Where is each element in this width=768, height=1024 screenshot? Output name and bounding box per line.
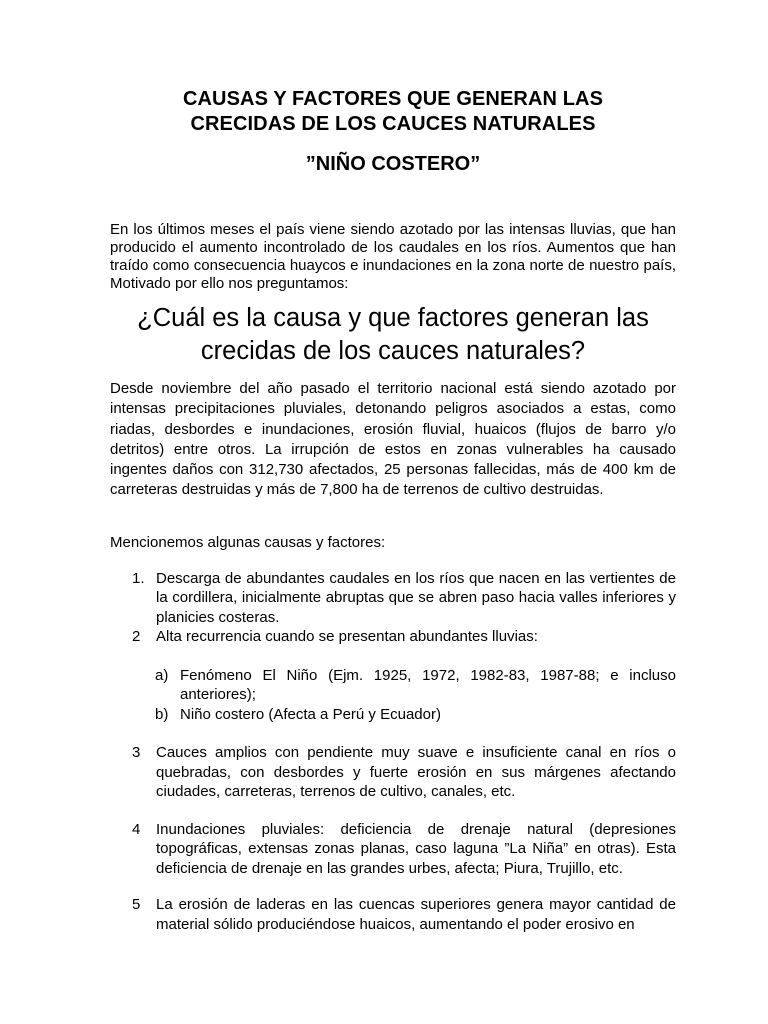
sub-list-item-letter: b) bbox=[155, 705, 169, 723]
list-item-text: Alta recurrencia cuando se presentan abundantes lluvias: bbox=[156, 628, 538, 646]
document-title-line-1: CAUSAS Y FACTORES QUE GENERAN LAS bbox=[182, 88, 604, 110]
list-item-number: 3 bbox=[132, 744, 141, 762]
list-item-text: La erosión de laderas en las cuencas superiores genera mayor cantidad de material sólido produciéndose huaicos, aumentando el poder erosivo en bbox=[156, 896, 676, 933]
list-item bbox=[110, 569, 676, 628]
list-item bbox=[110, 627, 676, 647]
question-heading: ¿Cuál es la causa y que factores generan las crecidas de los cauces naturales? bbox=[137, 304, 649, 365]
list-item bbox=[110, 895, 676, 934]
list-item-text: Descarga de abundantes caudales en los ríos que nacen en las vertientes de la cordillera, inicialmente abruptas que se abren paso hacia valles inferiores y planicies costeras. bbox=[156, 569, 676, 626]
context-paragraph: Desde noviembre del año pasado el territorio nacional está siendo azotado por intensas precipitaciones pluviales, detonando peligros asociados a estas, como riadas, desbordes e inundaciones, erosión fluvial, huaicos (flujos de barro y/o detritos) entre otros. La irrupción de estos en zonas vulnerables ha causado ingentes daños con 312,730 afectados, 25 personas fallecidas, más de 400 km de carreteras destruidas y más de 7,800 ha de terrenos de cultivo destruidas. bbox=[110, 380, 676, 499]
list-lead-in: Mencionemos algunas causas y factores: bbox=[110, 533, 386, 551]
list-item bbox=[110, 820, 676, 879]
document-subtitle: ”NIÑO COSTERO” bbox=[305, 153, 481, 175]
list-item-number: 2 bbox=[132, 628, 141, 646]
intro-paragraph: En los últimos meses el país viene siendo azotado por las intensas lluvias, que han producido el aumento incontrolado de los caudales en los ríos. Aumentos que han traído como consecuencia huaycos e inundaciones en la zona norte de nuestro país, Motivado por ello nos preguntamos: bbox=[110, 221, 676, 292]
title-block bbox=[110, 87, 676, 177]
sub-list-item-text: Fenómeno El Niño (Ejm. 1925, 1972, 1982-83, 1987-88; e incluso anteriores); bbox=[180, 666, 676, 704]
list-item bbox=[110, 743, 676, 802]
list-item-text: Inundaciones pluviales: deficiencia de drenaje natural (depresiones topográficas, extensas zonas planas, caso laguna ”La Niña” en otras). Esta deficiencia de drenaje en las grandes urbes, afecta; Piura, Trujillo, etc. bbox=[156, 820, 676, 877]
list-item-number: 1. bbox=[132, 569, 145, 587]
sub-list-item-text: Niño costero (Afecta a Perú y Ecuador) bbox=[180, 705, 441, 723]
list-item-number: 5 bbox=[132, 896, 141, 914]
list-item-number: 4 bbox=[132, 820, 141, 838]
document-title-line-2: CRECIDAS DE LOS CAUCES NATURALES bbox=[190, 113, 596, 135]
sub-list-item-letter: a) bbox=[155, 666, 169, 684]
list-item-text: Cauces amplios con pendiente muy suave e insuficiente canal en ríos o quebradas, con desbordes y fuerte erosión en sus márgenes afectando ciudades, carreteras, terrenos de cultivo, canales, etc. bbox=[156, 744, 676, 801]
sub-list-item bbox=[110, 666, 676, 705]
sub-list-item bbox=[110, 705, 676, 725]
document-page bbox=[110, 0, 676, 934]
